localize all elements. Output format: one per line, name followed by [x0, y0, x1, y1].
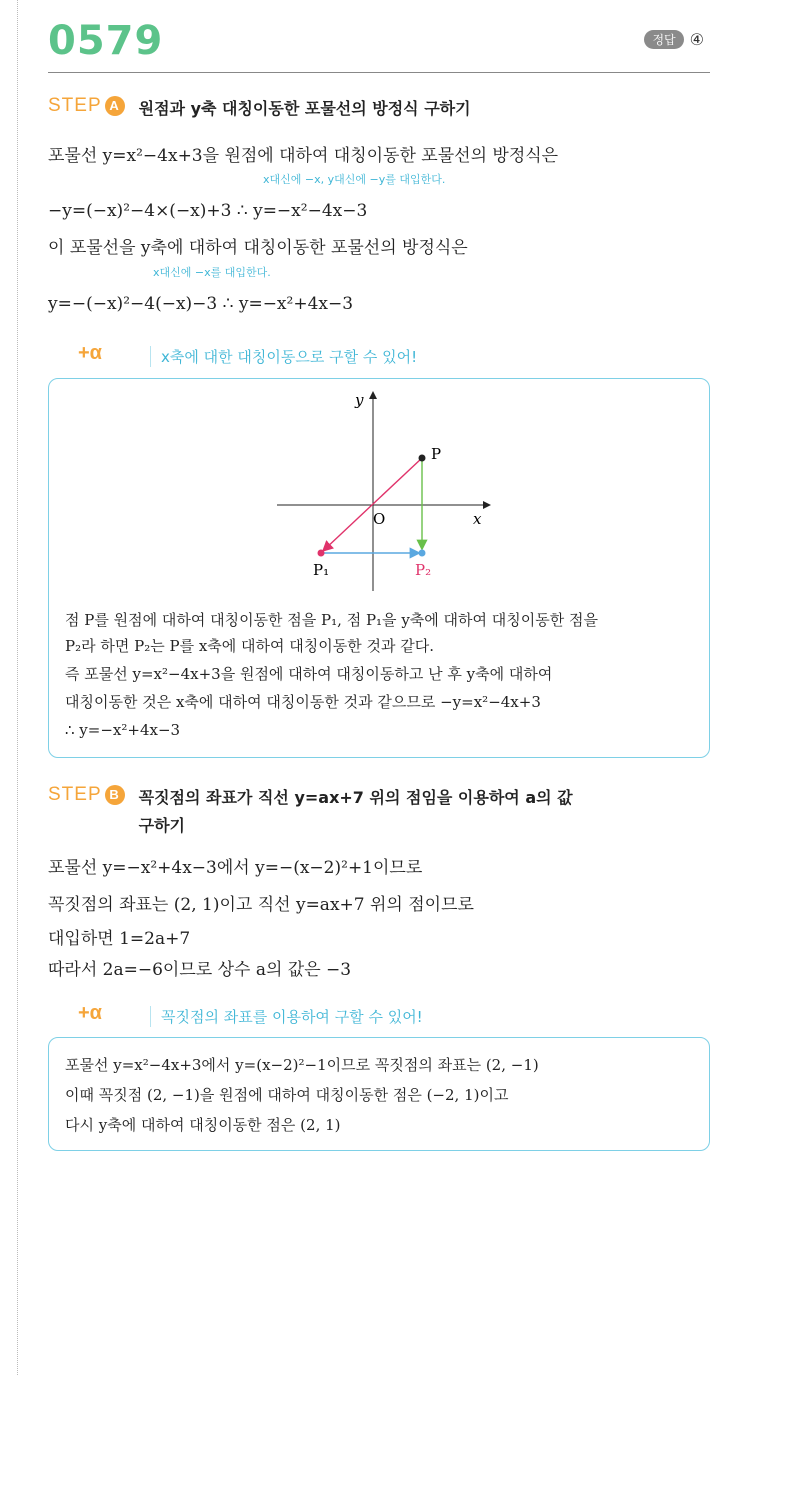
tip-box-1-title: x축에 대한 대칭이동으로 구할 수 있어! — [150, 346, 417, 367]
step-a-heading — [48, 95, 471, 123]
step-a-line-1: 포물선 y=x²−4x+3을 원점에 대하여 대칭이동한 포물선의 방정식은 — [48, 146, 559, 166]
point-p1-label: P₁ — [313, 561, 330, 579]
step-b-line-3: 대입하면 1=2a+7 — [48, 929, 191, 949]
step-b-badge: B — [105, 785, 125, 805]
point-p2-label: P₂ — [415, 561, 432, 579]
point-p1 — [318, 550, 325, 557]
tip-box-1-line-4: 대칭이동한 것은 x축에 대하여 대칭이동한 것과 같으므로 −y=x²−4x+3 — [65, 693, 541, 711]
step-b-line-1: 포물선 y=−x²+4x−3에서 y=−(x−2)²+1이므로 — [48, 858, 423, 878]
tip-box-2-line-1: 포물선 y=x²−4x+3에서 y=(x−2)²−1이므로 꼭짓점의 좌표는 (2, −1) — [65, 1056, 539, 1074]
step-b-label: STEP B — [48, 784, 125, 806]
tip-box-2-header — [48, 998, 708, 1034]
plus-alpha-icon-2: +α — [78, 1002, 102, 1024]
tip-box-1-line-5: ∴ y=−x²+4x−3 — [65, 721, 181, 739]
tip-box-1 — [48, 378, 710, 758]
step-a-line-2: −y=(−x)²−4×(−x)+3 ∴ y=−x²−4x−3 — [48, 201, 368, 221]
tip-box-2-line-2: 이때 꼭짓점 (2, −1)을 원점에 대하여 대칭이동한 점은 (−2, 1)이고 — [65, 1086, 509, 1104]
step-a-title: 원점과 y축 대칭이동한 포물선의 방정식 구하기 — [138, 99, 471, 118]
solution-page — [48, 0, 710, 1134]
point-p — [419, 455, 426, 462]
tip-box-1-line-3: 즉 포물선 y=x²−4x+3을 원점에 대하여 대칭이동하고 난 후 y축에 대하여 — [65, 665, 553, 683]
answer-area — [644, 30, 704, 49]
step-a-hint-1: x대신에 −x, y대신에 −y를 대입한다. — [263, 173, 446, 186]
symmetry-graph — [49, 379, 709, 599]
answer-pill: 정답 — [644, 30, 683, 49]
point-p2 — [419, 550, 426, 557]
problem-header — [48, 0, 710, 73]
step-a-line-4: y=−(−x)²−4(−x)−3 ∴ y=−x²+4x−3 — [48, 294, 354, 314]
plus-alpha-icon: +α — [78, 342, 102, 364]
point-p-label: P — [431, 445, 442, 463]
tip-box-2 — [48, 1037, 710, 1151]
answer-value: ④ — [689, 30, 704, 49]
tip-box-1-line-2: P₂라 하면 P₂는 P를 x축에 대하여 대칭이동한 것과 같다. — [65, 637, 434, 655]
step-a-label: STEP A — [48, 95, 125, 117]
margin-dotted-line — [17, 0, 18, 1375]
problem-number: 0579 — [48, 18, 164, 64]
step-a-hint-2: x대신에 −x를 대입한다. — [153, 266, 271, 279]
step-a-badge: A — [105, 96, 125, 116]
step-b-heading — [48, 784, 573, 840]
tip-box-1-header — [48, 338, 708, 374]
step-b-title: 꼭짓점의 좌표가 직선 y=ax+7 위의 점임을 이용하여 a의 값 구하기 — [138, 788, 573, 835]
x-axis-label: x — [473, 510, 482, 528]
y-axis-label: y — [355, 391, 364, 409]
origin-label: O — [373, 510, 386, 528]
step-a-line-3: 이 포물선을 y축에 대하여 대칭이동한 포물선의 방정식은 — [48, 238, 468, 258]
tip-box-1-line-1: 점 P를 원점에 대하여 대칭이동한 점을 P₁, 점 P₁을 y축에 대하여 대칭이동한 점을 — [65, 611, 598, 629]
tip-box-2-title: 꼭짓점의 좌표를 이용하여 구할 수 있어! — [150, 1006, 423, 1027]
step-b-line-2: 꼭짓점의 좌표는 (2, 1)이고 직선 y=ax+7 위의 점이므로 — [48, 895, 474, 915]
tip-box-2-line-3: 다시 y축에 대하여 대칭이동한 점은 (2, 1) — [65, 1116, 341, 1134]
step-b-line-4: 따라서 2a=−6이므로 상수 a의 값은 −3 — [48, 960, 352, 980]
